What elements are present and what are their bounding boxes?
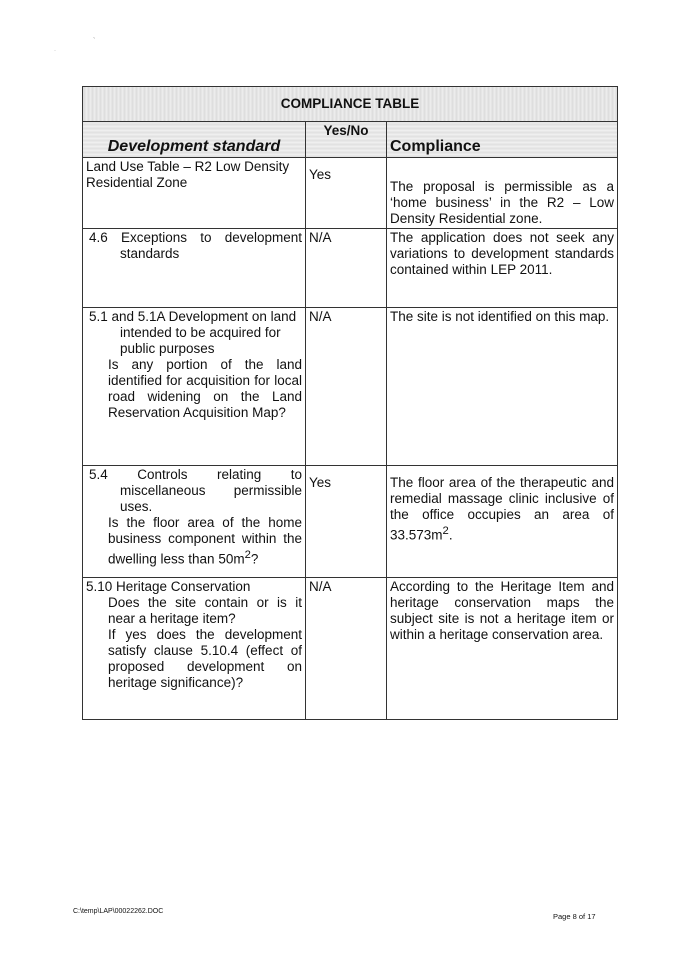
compliance-cell [387,308,618,466]
compliance-cell [387,158,618,229]
table-row [83,578,618,720]
compliance-body: The floor area of the therapeutic and remedial massage clinic inclusive of the office occupies an area of 33.573m [390,475,614,543]
header-standard: Development standard [83,122,306,158]
scan-mark: · [54,48,56,54]
standard-text: 4.6 Exceptions to development standards [89,230,302,261]
standard-cell [83,466,306,578]
standard-cell [83,578,306,720]
table-title: COMPLIANCE TABLE [83,87,618,122]
yes-no-value: Yes [309,475,332,490]
compliance-table [82,86,618,720]
standard-cell [83,308,306,466]
footer-file-path: C:\temp\LAP\00022262.DOC [73,908,164,915]
yes-no-cell [306,578,387,720]
standard-text: Land Use Table – R2 Low Density Residential Zone [86,159,290,190]
table-row [83,158,618,229]
standard-question: Does the site contain or is it near a heritage item? [108,595,302,626]
yes-no-value: N/A [309,309,332,324]
yes-no-value: N/A [309,230,332,245]
standard-question: If yes does the development satisfy clause 5.10.4 (effect of proposed development on heritage significance)? [108,627,302,690]
table-row [83,466,618,578]
compliance-text: The application does not seek any variations to development standards contained within LEP 2011. [390,230,614,277]
footer-page-number: Page 8 of 17 [553,912,596,921]
compliance-end: . [448,527,453,543]
compliance-text: The proposal is permissible as a ‘home business’ in the R2 – Low Density Residential zone. [390,179,614,226]
table-row [83,229,618,308]
standard-question [86,515,302,568]
compliance-text [390,475,614,544]
compliance-text: According to the Heritage Item and heritage conservation maps the subject site is not a heritage item or within a heritage conservation area. [390,579,614,642]
scan-mark: ˋ [93,38,96,45]
standard-question: Is any portion of the land identified for acquisition for local road widening on the Land Reservation Acquisition Map? [108,357,302,420]
standard-text: 5.4 Controls relating to miscellaneous permissible uses. [89,467,302,514]
yes-no-value: Yes [309,167,332,182]
compliance-cell [387,578,618,720]
yes-no-cell [306,229,387,308]
standard-text: 5.10 Heritage Conservation [86,579,251,594]
compliance-cell [387,229,618,308]
question-end: ? [250,551,259,567]
table-row [83,308,618,466]
standard-cell [83,158,306,229]
table-title-row [83,87,618,122]
table-header-row [83,122,618,158]
question-text: Is the floor area of the home business component within the dwelling less than 50m [108,515,302,567]
compliance-text: The site is not identified on this map. [390,309,610,324]
yes-no-cell [306,308,387,466]
superscript: 2 [442,525,449,537]
superscript: 2 [244,549,251,561]
standard-text: 5.1 and 5.1A Development on land intended to be acquired for public purposes [89,309,297,356]
yes-no-cell [306,158,387,229]
header-compliance: Compliance [387,122,618,158]
standard-cell [83,229,306,308]
compliance-cell [387,466,618,578]
yes-no-cell [306,466,387,578]
header-yes-no: Yes/No [306,122,387,158]
yes-no-value: N/A [309,579,332,594]
